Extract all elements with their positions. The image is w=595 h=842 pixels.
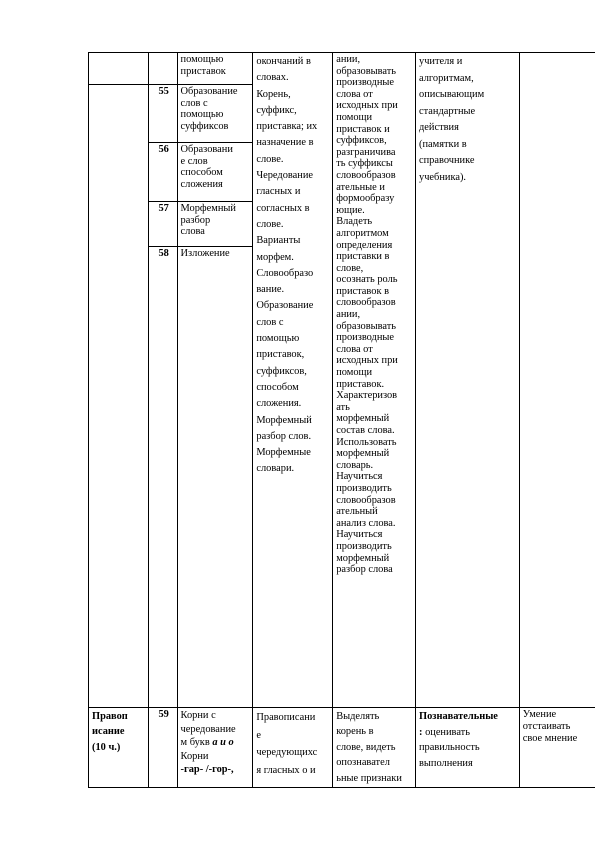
- uud-cell: учителя и алгоритмам, описывающим стандартные действия (памятки в справочнике учебника).: [416, 53, 520, 708]
- uud-heading: Познавательные :: [419, 711, 498, 738]
- table-row: [89, 53, 595, 85]
- topic-text: Корни с чередование м букв: [180, 710, 236, 749]
- lesson-topic: Образовани е слов способом сложения: [177, 143, 253, 202]
- lesson-topic: помощью приставок: [177, 53, 253, 85]
- letter-o: о: [228, 737, 234, 749]
- subject-results-cell: ании, образовывать производные слова от исходных при помощи приставок и суффиксов, разграничива ть суффиксы словообразов ательные и формообразу ющие. Владеть алгоритмом определения приставки в слове, осознать роль приставок в словообразов ании, образовывать производные слова от исходных при помощи приставок. Характеризов ать морфемный состав слова. Использовать морфемный словарь. Научиться производить словообразов ательный анализ слова. Научиться производить морфемный разбор слова: [333, 53, 416, 708]
- lesson-number: 58: [148, 247, 177, 708]
- subject-results-cell: Выделять корень в слове, видеть опознавател ьные признаки: [333, 708, 416, 788]
- content-cell: Правописани е чередующихс я гласных о и: [253, 708, 333, 788]
- section-title: Правоп исание (10 ч.): [89, 708, 149, 788]
- content-cell: окончаний в словах. Корень, суффикс, приставка; их назначение в слове. Чередование гласных и согласных в слове. Варианты морфем. Словообразо вание. Образование слов с помощью приставок, суффиксов, способом сложения. Морфемный разбор слов. Морфемные словари.: [253, 53, 333, 708]
- lesson-number: 56: [148, 143, 177, 202]
- personal-results-cell: [519, 53, 595, 708]
- section-cell-empty: [89, 85, 149, 708]
- topic-text-2: Корни: [180, 750, 209, 762]
- section-cell-empty: [89, 53, 149, 85]
- conj-i: и: [217, 737, 229, 749]
- lesson-number: 59: [148, 708, 177, 788]
- lesson-number: 55: [148, 85, 177, 143]
- uud-cell: [416, 708, 520, 788]
- lesson-number: 57: [148, 202, 177, 247]
- personal-results-cell: Умение отстаивать свое мнение: [519, 708, 595, 788]
- lesson-topic: [177, 708, 253, 788]
- lesson-topic: Образование слов с помощью суффиксов: [177, 85, 253, 143]
- letter-a: а: [212, 737, 218, 749]
- uud-text: оценивать правильность выполнения: [419, 726, 480, 769]
- root-pattern: -гар- /-гор-,: [180, 764, 234, 776]
- lesson-topic: Изложение: [177, 247, 253, 708]
- lesson-plan-table: [88, 52, 595, 788]
- lesson-num-cell-empty: [148, 53, 177, 85]
- table-row: [89, 708, 595, 788]
- lesson-topic: Морфемный разбор слова: [177, 202, 253, 247]
